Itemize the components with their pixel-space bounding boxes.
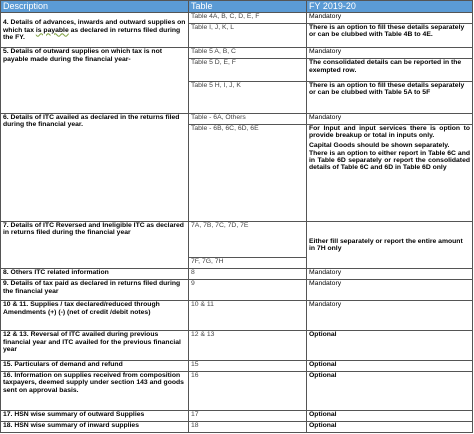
row15-table: 15 — [189, 361, 307, 372]
row18-fy: Optional — [307, 421, 473, 432]
table-row — [1, 301, 473, 331]
table-row — [1, 421, 473, 432]
table-row — [1, 13, 473, 24]
row10-description: 10 & 11. Supplies / tax declared/reduced through Amendments (+) (-) (net of credit /debit notes) — [1, 301, 189, 331]
header-row — [1, 1, 473, 13]
row17-table: 17 — [189, 410, 307, 421]
header-fy: FY 2019-20 — [307, 1, 473, 13]
table-row — [1, 113, 473, 124]
row15-fy: Optional — [307, 361, 473, 372]
row16-fy: Optional — [307, 372, 473, 411]
row17-description: 17. HSN wise summary of outward Supplies — [1, 410, 189, 421]
table-row — [1, 280, 473, 301]
row9-table: 9 — [189, 280, 307, 301]
row4-fy-a: Mandatory — [307, 13, 473, 24]
row10-table: 10 & 11 — [189, 301, 307, 331]
table-row — [1, 48, 473, 59]
row16-table: 16 — [189, 372, 307, 411]
row17-fy: Optional — [307, 410, 473, 421]
row18-description: 18. HSN wise summary of inward supplies — [1, 421, 189, 432]
row8-fy: Mandatory — [307, 269, 473, 280]
row5-table-c: Table 5 H, I, J, K — [189, 81, 307, 113]
row16-description: 16. Information on supplies received from composition taxpayers, deemed supply under section 143 and goods sent on approval basis. — [1, 372, 189, 411]
row4-description: 4. Details of advances, inwards and outward supplies on which tax is payable as declared in returns filed during the FY. — [1, 13, 189, 48]
row5-table-b: Table 5 D, E, F — [189, 59, 307, 81]
row9-description: 9. Details of tax paid as declared in returns filed during the financial year — [1, 280, 189, 301]
row5-fy-c: There is an option to fill these details separately or can be clubbed with Table 5A to 5F — [307, 81, 473, 113]
row6-fy-note-3: There is an option to either report in Table 6C and in Table 6D separately or report the consolidated details of Table 6C and 6D in Table 6D only — [309, 149, 470, 172]
table-row — [1, 331, 473, 361]
row6-description: 6. Details of ITC availed as declared in the returns filed during the financial year. — [1, 113, 189, 221]
table-row — [1, 410, 473, 421]
row6-fy-b — [307, 124, 473, 221]
row5-table-a: Table 5 A, B, C — [189, 48, 307, 59]
row6-table-b: Table - 6B, 6C, 6D, 6E — [189, 124, 307, 221]
row10-fy: Mandatory — [307, 301, 473, 331]
row7-table-b: 7F, 7G, 7H — [189, 258, 307, 269]
row12-description: 12 & 13. Reversal of ITC availed during previous financial year and ITC availed for the previous financial year — [1, 331, 189, 361]
table-row — [1, 372, 473, 411]
row6-fy-a: Mandatory — [307, 113, 473, 124]
row8-table: 8 — [189, 269, 307, 280]
row4-table-b: Table I, J, K, L — [189, 24, 307, 48]
row7-fy: Either fill separately or report the entire amount in 7H only — [307, 221, 473, 269]
row12-fy: Optional — [307, 331, 473, 361]
row6-table-a: Table - 6A, Others — [189, 113, 307, 124]
table-row — [1, 361, 473, 372]
row18-table: 18 — [189, 421, 307, 432]
row8-description: 8. Others ITC related information — [1, 269, 189, 280]
row5-fy-a: Mandatory — [307, 48, 473, 59]
row5-description: 5. Details of outward supplies on which tax is not payable made during the financial year- — [1, 48, 189, 113]
row15-description: 15. Particulars of demand and refund — [1, 361, 189, 372]
row9-fy: Mandatory — [307, 280, 473, 301]
header-description: Description — [1, 1, 189, 13]
row6-fy-note-1: For Input and input services there is option to provide breakup or total in inputs only. — [309, 124, 470, 139]
row4-fy-b: There is an option to fill these details separately or can be clubbed with Table 4B to 4E. — [307, 24, 473, 48]
row4-table-a: Table 4A, B, C, D, E, F — [189, 13, 307, 24]
row7-description: 7. Details of ITC Reversed and Ineligible ITC as declared in returns filed during the financial year — [1, 221, 189, 269]
row6-fy-note-2: Capital Goods should be shown separately. — [309, 142, 450, 150]
row5-fy-b: The consolidated details can be reported in the exempted row. — [307, 59, 473, 81]
table-row — [1, 269, 473, 280]
row7-table-a: 7A, 7B, 7C, 7D, 7E — [189, 221, 307, 257]
header-table: Table — [189, 1, 307, 13]
table-row — [1, 221, 473, 257]
row12-table: 12 & 13 — [189, 331, 307, 361]
